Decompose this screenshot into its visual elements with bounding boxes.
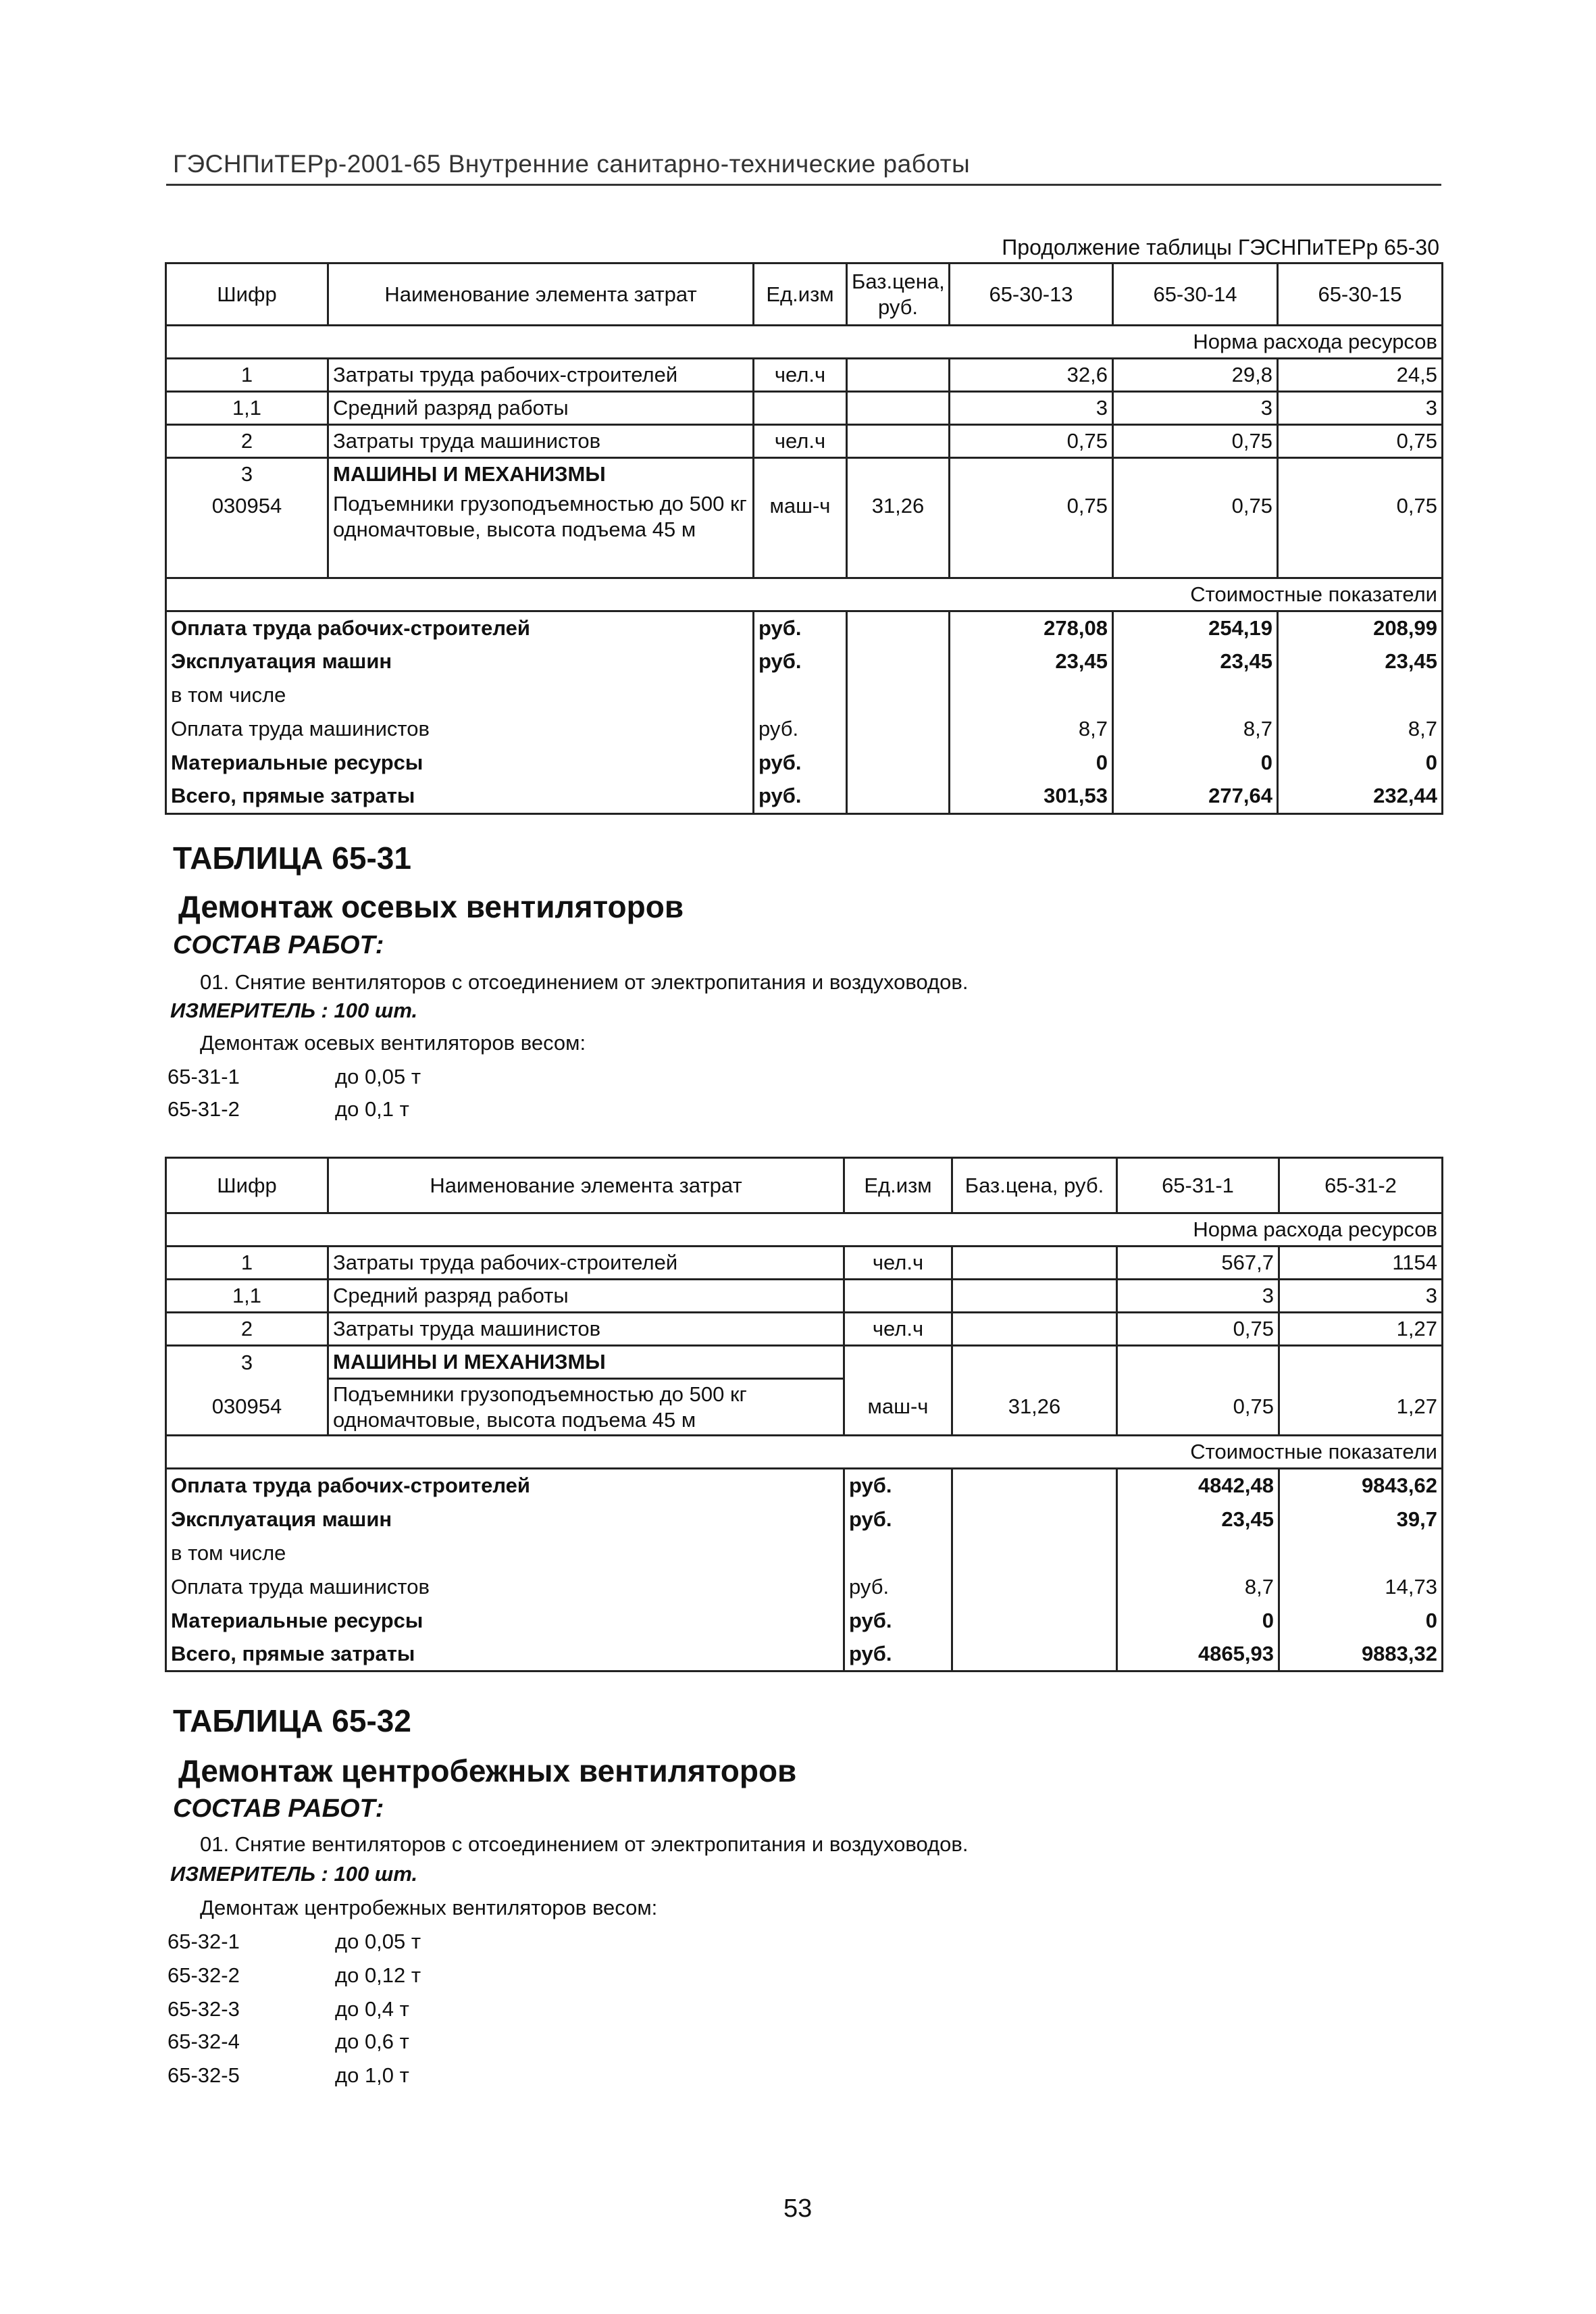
table-row xyxy=(166,1379,1443,1436)
row-name: Затраты труда рабочих-строителей xyxy=(328,359,754,392)
row-value: 0,75 xyxy=(1113,490,1278,578)
cost-value: 0 xyxy=(1279,1604,1443,1638)
item-code: 65-31-2 xyxy=(168,1097,240,1121)
cost-value: 8,7 xyxy=(1278,712,1443,746)
cost-unit: руб. xyxy=(844,1469,952,1503)
continuation-label: Продолжение таблицы ГЭСНПиТЕРр 65-30 xyxy=(1002,235,1439,259)
row-unit xyxy=(754,392,847,425)
cost-value: 301,53 xyxy=(950,780,1113,813)
item-value: до 0,05 т xyxy=(335,1930,421,1953)
row-value: 0,75 xyxy=(1113,425,1278,458)
cost-value: 8,7 xyxy=(1117,1570,1279,1604)
row-value: 3 xyxy=(1279,1280,1443,1313)
cost-row xyxy=(166,780,1443,813)
item-code: 65-32-1 xyxy=(168,1930,240,1953)
cost-value: 0 xyxy=(1278,746,1443,780)
table-65-30-continued xyxy=(165,262,1443,815)
sostav-label: СОСТАВ РАБОТ: xyxy=(173,931,384,959)
header-rule xyxy=(166,184,1441,186)
item-value: до 0,12 т xyxy=(335,1963,421,1987)
cost-unit: руб. xyxy=(754,712,847,746)
cost-value: 23,45 xyxy=(1278,645,1443,678)
section-title: ТАБЛИЦА 65-32 xyxy=(173,1703,411,1738)
cost-value: 232,44 xyxy=(1278,780,1443,813)
cost-name: Эксплуатация машин xyxy=(166,1503,844,1536)
row-unit: чел.ч xyxy=(754,425,847,458)
col-name-header: Наименование элемента затрат xyxy=(328,263,754,326)
row-code: 3 xyxy=(166,458,328,491)
col-code-65-30-14: 65-30-14 xyxy=(1113,263,1278,326)
page-number: 53 xyxy=(783,2194,813,2223)
table-row xyxy=(166,490,1443,578)
cost-value: 4865,93 xyxy=(1117,1638,1279,1671)
cost-unit: руб. xyxy=(754,645,847,678)
col-code-header: Шифр xyxy=(166,1158,328,1213)
cost-row xyxy=(166,1536,1443,1570)
row-value: 1,27 xyxy=(1279,1313,1443,1346)
table-row xyxy=(166,392,1443,425)
cost-unit: руб. xyxy=(754,611,847,645)
row-name: Затраты труда машинистов xyxy=(328,425,754,458)
row-unit: чел.ч xyxy=(844,1313,952,1346)
cost-value: 14,73 xyxy=(1279,1570,1443,1604)
table-row xyxy=(166,1247,1443,1280)
table-row xyxy=(166,359,1443,392)
row-value: 0,75 xyxy=(950,425,1113,458)
section-title: ТАБЛИЦА 65-31 xyxy=(173,840,411,876)
cost-name: Оплата труда рабочих-строителей xyxy=(166,611,754,645)
item-value: до 0,6 т xyxy=(335,2030,409,2053)
table-row xyxy=(166,1346,1443,1379)
cost-value: 23,45 xyxy=(1113,645,1278,678)
row-price: 31,26 xyxy=(847,490,950,578)
cost-row xyxy=(166,1638,1443,1671)
item-code: 65-32-5 xyxy=(168,2063,240,2087)
cost-unit: руб. xyxy=(844,1638,952,1671)
cost-name: Материальные ресурсы xyxy=(166,746,754,780)
table-row xyxy=(166,1313,1443,1346)
cost-value: 0 xyxy=(1113,746,1278,780)
row-code: 1,1 xyxy=(166,1280,328,1313)
cost-unit: руб. xyxy=(844,1570,952,1604)
cost-value: 39,7 xyxy=(1279,1503,1443,1536)
row-unit: чел.ч xyxy=(844,1247,952,1280)
cost-row xyxy=(166,1469,1443,1503)
col-code-65-31-1: 65-31-1 xyxy=(1117,1158,1279,1213)
row-name: Подъемники грузоподъемностью до 500 кг одномачтовые, высота подъема 45 м xyxy=(328,1379,844,1436)
col-name-header: Наименование элемента затрат xyxy=(328,1158,844,1213)
cost-value: 208,99 xyxy=(1278,611,1443,645)
item-code: 65-32-2 xyxy=(168,1963,240,1987)
cost-name: Эксплуатация машин xyxy=(166,645,754,678)
row-value: 3 xyxy=(1113,392,1278,425)
section-name: МАШИНЫ И МЕХАНИЗМЫ xyxy=(328,1346,844,1379)
item-value: до 0,05 т xyxy=(335,1065,421,1088)
work-item: 01. Снятие вентиляторов с отсоединением от электропитания и воздуховодов. xyxy=(200,970,969,994)
cost-value: 0 xyxy=(950,746,1113,780)
row-value: 0,75 xyxy=(1117,1379,1279,1436)
row-value: 567,7 xyxy=(1117,1247,1279,1280)
cost-name: Оплата труда рабочих-строителей xyxy=(166,1469,844,1503)
item-value: до 1,0 т xyxy=(335,2063,409,2087)
table-row xyxy=(166,458,1443,491)
cost-row xyxy=(166,712,1443,746)
cost-name: Оплата труда машинистов xyxy=(166,712,754,746)
table-65-31 xyxy=(165,1157,1443,1672)
cost-value: 277,64 xyxy=(1113,780,1278,813)
item-code: 65-32-3 xyxy=(168,1997,240,2021)
row-price xyxy=(847,392,950,425)
table-row xyxy=(166,425,1443,458)
row-value: 3 xyxy=(1278,392,1443,425)
cost-name: Материальные ресурсы xyxy=(166,1604,844,1638)
cost-row xyxy=(166,1503,1443,1536)
col-code-65-30-13: 65-30-13 xyxy=(950,263,1113,326)
cost-unit: руб. xyxy=(754,746,847,780)
norma-label: Норма расхода ресурсов xyxy=(166,1213,1443,1247)
weight-intro: Демонтаж центробежных вентиляторов весом: xyxy=(200,1896,658,1919)
col-unit-header: Ед.изм xyxy=(754,263,847,326)
izmeritel: ИЗМЕРИТЕЛЬ : 100 шт. xyxy=(170,999,418,1022)
row-name: Затраты труда машинистов xyxy=(328,1313,844,1346)
row-price xyxy=(952,1313,1117,1346)
row-value: 3 xyxy=(950,392,1113,425)
row-value: 1154 xyxy=(1279,1247,1443,1280)
cost-value: 9843,62 xyxy=(1279,1469,1443,1503)
cost-row xyxy=(166,1570,1443,1604)
row-code: 2 xyxy=(166,425,328,458)
item-code: 65-31-1 xyxy=(168,1065,240,1088)
row-code: 030954 xyxy=(166,1379,328,1436)
cost-value: 8,7 xyxy=(1113,712,1278,746)
cost-unit: руб. xyxy=(844,1503,952,1536)
cost-name: Всего, прямые затраты xyxy=(166,1638,844,1671)
row-unit: чел.ч xyxy=(754,359,847,392)
row-value: 3 xyxy=(1117,1280,1279,1313)
row-unit: маш-ч xyxy=(844,1379,952,1436)
table-row xyxy=(166,1280,1443,1313)
cost-value: 278,08 xyxy=(950,611,1113,645)
row-value: 0,75 xyxy=(1278,425,1443,458)
row-code: 1,1 xyxy=(166,392,328,425)
row-price xyxy=(847,425,950,458)
item-value: до 0,1 т xyxy=(335,1097,409,1121)
col-code-header: Шифр xyxy=(166,263,328,326)
norma-label: Норма расхода ресурсов xyxy=(166,326,1443,359)
row-value: 0,75 xyxy=(1117,1313,1279,1346)
item-value: до 0,4 т xyxy=(335,1997,409,2021)
row-unit xyxy=(844,1280,952,1313)
row-value: 29,8 xyxy=(1113,359,1278,392)
weight-intro: Демонтаж осевых вентиляторов весом: xyxy=(200,1031,586,1055)
row-name: Средний разряд работы xyxy=(328,392,754,425)
cost-value: 0 xyxy=(1117,1604,1279,1638)
cost-value: 8,7 xyxy=(950,712,1113,746)
cost-name: в том числе xyxy=(166,1536,844,1570)
col-code-65-31-2: 65-31-2 xyxy=(1279,1158,1443,1213)
cost-value: 23,45 xyxy=(950,645,1113,678)
row-value: 0,75 xyxy=(950,490,1113,578)
row-price xyxy=(952,1280,1117,1313)
sostav-label: СОСТАВ РАБОТ: xyxy=(173,1794,384,1823)
row-unit: маш-ч xyxy=(754,490,847,578)
cost-name: Оплата труда машинистов xyxy=(166,1570,844,1604)
section-subtitle: Демонтаж центробежных вентиляторов xyxy=(178,1753,797,1788)
cost-value: 9883,32 xyxy=(1279,1638,1443,1671)
row-code: 030954 xyxy=(166,490,328,578)
col-price-header: Баз.цена, руб. xyxy=(952,1158,1117,1213)
cost-unit: руб. xyxy=(844,1604,952,1638)
cost-row xyxy=(166,1604,1443,1638)
cost-row xyxy=(166,746,1443,780)
cost-name: в том числе xyxy=(166,678,754,712)
row-name: Средний разряд работы xyxy=(328,1280,844,1313)
cost-label: Стоимостные показатели xyxy=(166,578,1443,611)
col-price-header: Баз.цена, руб. xyxy=(847,263,950,326)
row-value: 0,75 xyxy=(1278,490,1443,578)
item-code: 65-32-4 xyxy=(168,2030,240,2053)
row-code: 2 xyxy=(166,1313,328,1346)
cost-row xyxy=(166,645,1443,678)
row-value: 1,27 xyxy=(1279,1379,1443,1436)
col-unit-header: Ед.изм xyxy=(844,1158,952,1213)
izmeritel: ИЗМЕРИТЕЛЬ : 100 шт. xyxy=(170,1862,418,1886)
col-code-65-30-15: 65-30-15 xyxy=(1278,263,1443,326)
row-code: 3 xyxy=(166,1346,328,1379)
cost-value: 23,45 xyxy=(1117,1503,1279,1536)
row-name: Подъемники грузоподъемностью до 500 кг одномачтовые, высота подъема 45 м xyxy=(328,490,754,578)
row-value: 24,5 xyxy=(1278,359,1443,392)
work-item: 01. Снятие вентиляторов с отсоединением от электропитания и воздуховодов. xyxy=(200,1832,969,1856)
cost-unit: руб. xyxy=(754,780,847,813)
section-name: МАШИНЫ И МЕХАНИЗМЫ xyxy=(328,458,754,491)
cost-value: 4842,48 xyxy=(1117,1469,1279,1503)
cost-row xyxy=(166,611,1443,645)
row-price xyxy=(847,359,950,392)
row-value: 32,6 xyxy=(950,359,1113,392)
running-header: ГЭСНПиТЕРр-2001-65 Внутренние санитарно-технические работы xyxy=(173,150,971,178)
row-price: 31,26 xyxy=(952,1379,1117,1436)
cost-row xyxy=(166,678,1443,712)
row-code: 1 xyxy=(166,359,328,392)
row-price xyxy=(952,1247,1117,1280)
section-subtitle: Демонтаж осевых вентиляторов xyxy=(178,889,684,924)
cost-name: Всего, прямые затраты xyxy=(166,780,754,813)
cost-label: Стоимостные показатели xyxy=(166,1436,1443,1469)
row-name: Затраты труда рабочих-строителей xyxy=(328,1247,844,1280)
cost-value: 254,19 xyxy=(1113,611,1278,645)
row-code: 1 xyxy=(166,1247,328,1280)
